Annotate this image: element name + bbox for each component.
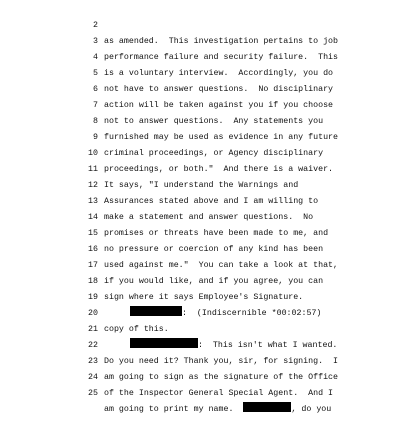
line-number: 22 [88,341,98,350]
line-text-before: am going to print my name. [104,405,244,414]
speaker-statement: : This isn't what I wanted. [198,341,338,350]
line-text: as amended. This investigation pertains to job [104,37,339,46]
line-text: not to answer questions. Any statements you [104,117,324,126]
line-text-after: , do you [291,405,332,414]
line-text: promises or threats have been made to me, and [104,229,329,238]
line-number: 18 [88,277,98,286]
line-text: copy of this. [104,325,169,334]
line-number: 10 [88,149,98,158]
line-number: 16 [88,245,98,254]
line-number: 9 [93,133,98,142]
redaction-bar [130,338,198,348]
line-text: make a statement and answer questions. No [104,213,314,222]
line-text: Do you need it? Thank you, sir, for signing. I [104,357,339,366]
redaction-bar [130,306,182,316]
line-text [104,402,331,418]
line-number: 11 [88,165,98,174]
line-text: of the Inspector General Special Agent. And I [104,389,334,398]
line-number: 7 [93,101,98,110]
line-text: not have to answer questions. No disciplinary [104,85,334,94]
line-text: action will be taken against you if you choose [104,101,334,110]
line-text: if you would like, and if you agree, you can [104,277,324,286]
line-number: 19 [88,293,98,302]
redaction-bar [243,402,291,412]
line-text: Assurances stated above and I am willing to [104,197,319,206]
line-number: 24 [88,373,98,382]
line-text: criminal proceedings, or Agency disciplinary [104,149,324,158]
line-text: is a voluntary interview. Accordingly, you do [104,69,334,78]
line-text: no pressure or coercion of any kind has been [104,245,324,254]
line-number: 6 [93,85,98,94]
line-number: 5 [93,69,98,78]
line-number: 17 [88,261,98,270]
line-text: performance failure and security failure. This [104,53,339,62]
line-text: am going to sign as the signature of the Office [104,373,339,382]
line-number: 8 [93,117,98,126]
line-text: It says, "I understand the Warnings and [104,181,299,190]
line-text: furnished may be used as evidence in any future [104,133,339,142]
line-number: 20 [88,309,98,318]
line-number: 23 [88,357,98,366]
line-number: 2 [93,21,98,30]
transcript-line [0,2,339,46]
line-number: 21 [88,325,98,334]
line-number: 3 [93,37,98,46]
line-number: 14 [88,213,98,222]
line-text [104,338,337,354]
line-number: 4 [93,53,98,62]
line-number: 25 [88,389,98,398]
line-text: sign where it says Employee's Signature. [104,293,304,302]
line-number: 15 [88,229,98,238]
line-text: proceedings, or both." And there is a waiver. [104,165,334,174]
line-text: used against me." You can take a look at that, [104,261,339,270]
speaker-statement: : (Indiscernible *00:02:57) [182,309,322,318]
line-text [104,306,321,322]
line-number: 13 [88,197,98,206]
line-number: 12 [88,181,98,190]
